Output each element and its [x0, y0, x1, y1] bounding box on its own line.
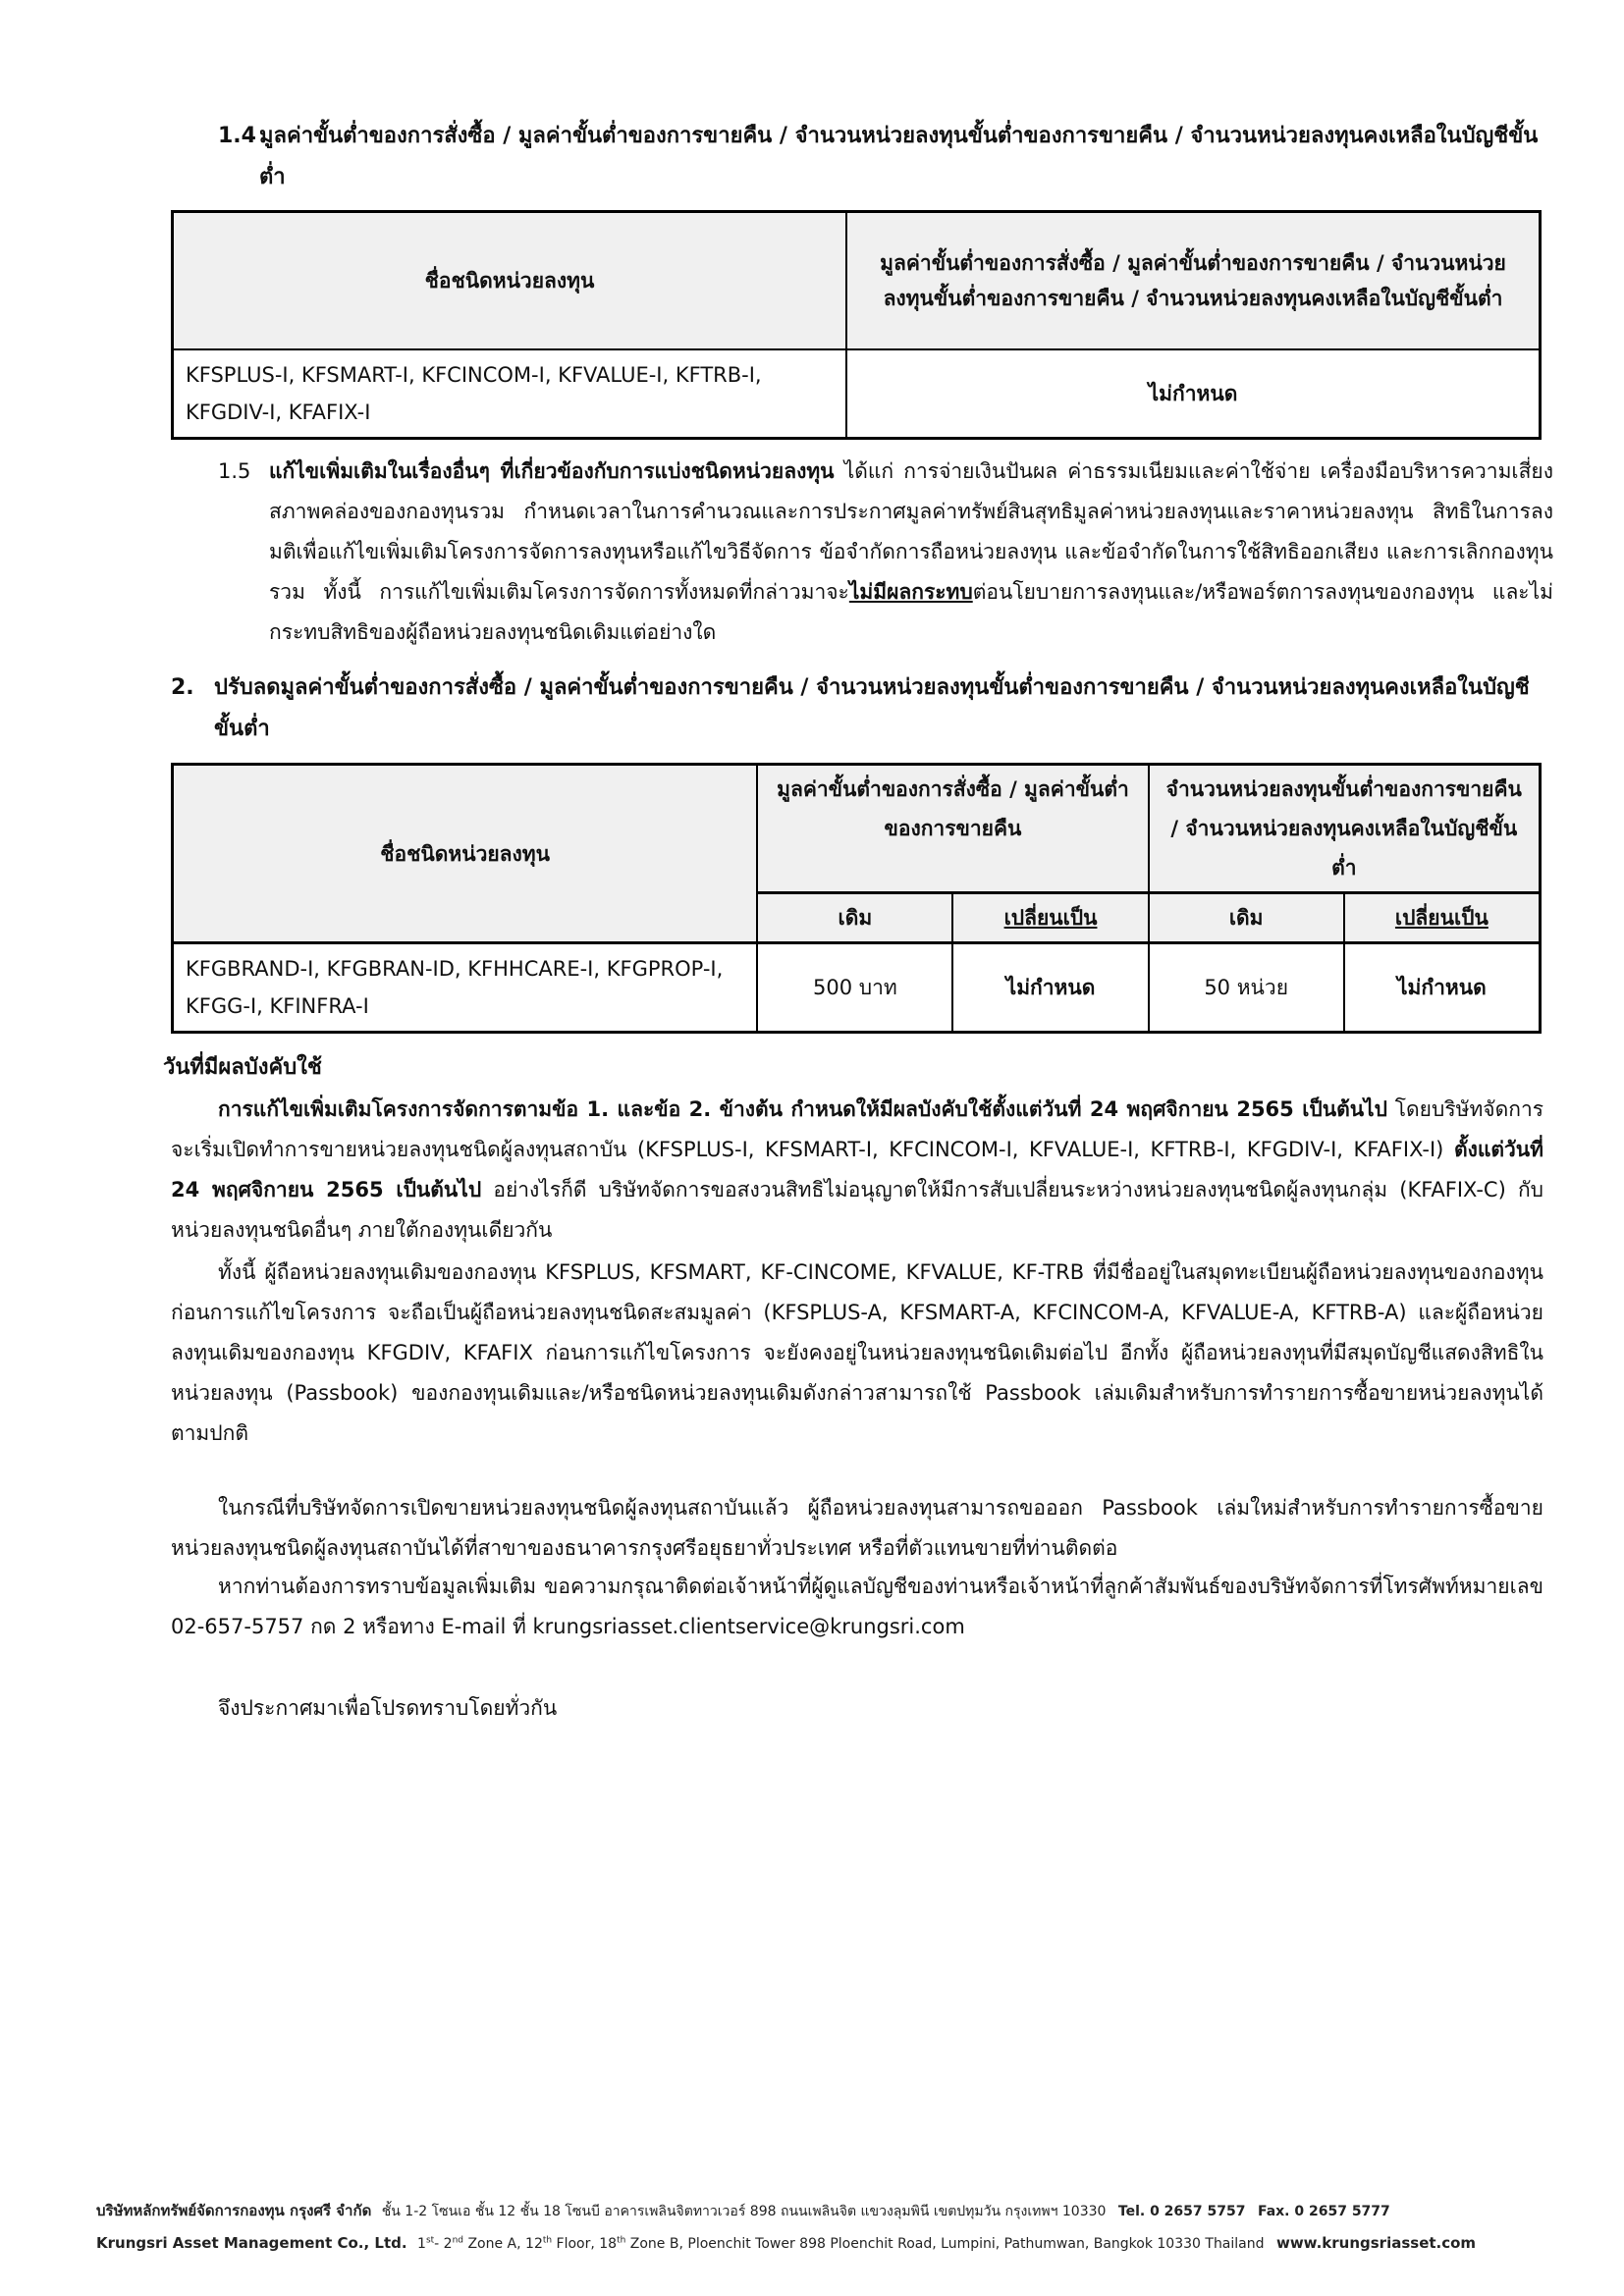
- header-min-value-group: มูลค่าขั้นต่ำของการสั่งซื้อ / มูลค่าขั้นต่ำของการขายคืน: [757, 765, 1148, 893]
- section-number: 1.4: [218, 124, 256, 148]
- addr-part: - 2: [434, 2236, 453, 2252]
- section-1-5-lead: แก้ไขเพิ่มเติมในเรื่องอื่นๆ ที่เกี่ยวข้องกับการแบ่งชนิดหน่วยลงทุน: [269, 459, 835, 483]
- addr-part: Zone A, 12: [463, 2236, 543, 2252]
- effective-date-statement: การแก้ไขเพิ่มเติมโครงการจัดการตามข้อ 1. และข้อ 2. ข้างต้น กำหนดให้มีผลบังคับใช้ตั้งแต่วันที่ 24 พฤศจิกายน 2565 เป็นต้นไป: [218, 1097, 1387, 1121]
- section-title: ปรับลดมูลค่าขั้นต่ำของการสั่งซื้อ / มูลค่าขั้นต่ำของการขายคืน / จำนวนหน่วยลงทุนขั้นต่ำของการขายคืน / จำนวนหน่วยลงทุนคงเหลือในบัญชีขั้นต่ำ: [214, 675, 1530, 741]
- section-number: 2.: [171, 675, 194, 700]
- header-min-values: มูลค่าขั้นต่ำของการสั่งซื้อ / มูลค่าขั้นต่ำของการขายคืน / จำนวนหน่วยลงทุนขั้นต่ำของการขายคืน / จำนวนหน่วยลงทุนคงเหลือในบัญชีขั้นต่ำ: [846, 212, 1541, 350]
- ordinal-sup: st: [425, 2235, 435, 2246]
- effective-paragraph-2: ทั้งนี้ ผู้ถือหน่วยลงทุนเดิมของกองทุน KFSPLUS, KFSMART, KF-CINCOME, KFVALUE, KF-TRB ที่มีชื่ออยู่ในสมุดทะเบียนผู้ถือหน่วยลงทุนของกองทุนก่อนการแก้ไขโครงการ จะถือเป็นผู้ถือหน่วยลงทุนชนิดสะสมมูลค่า (KFSPLUS-A, KFSMART-A, KFCINCOM-A, KFVALUE-A, KFTRB-A) และผู้ถือหน่วยลงทุนเดิมของกองทุน KFGDIV, KFAFIX ก่อนการแก้ไขโครงการ จะยังคงอยู่ในหน่วยลงทุนชนิดเดิมต่อไป อีกทั้ง ผู้ถือหน่วยลงทุนที่มีสมุดบัญชีแสดงสิทธิในหน่วยลงทุน (Passbook) ของกองทุนเดิมและ/หรือชนิดหน่วยลงทุนเดิมดังกล่าวสามารถใช้ Passbook เล่มเดิมสำหรับการทำรายการซื้อขายหน่วยลงทุนได้ตามปกติ: [171, 1260, 1543, 1445]
- section-1-5: [218, 452, 1553, 653]
- section-title: มูลค่าขั้นต่ำของการสั่งซื้อ / มูลค่าขั้นต่ำของการขายคืน / จำนวนหน่วยลงทุนขั้นต่ำของการขายคืน / จำนวนหน่วยลงทุนคงเหลือในบัญชีขั้นต่ำ: [259, 124, 1539, 189]
- cell-units-new: ไม่กำหนด: [1344, 943, 1541, 1033]
- contact-paragraph: หากท่านต้องการทราบข้อมูลเพิ่มเติม ขอความกรุณาติดต่อเจ้าหน้าที่ผู้ดูแลบัญชีของท่านหรือเจ้าหน้าที่ลูกค้าสัมพันธ์ของบริษัทจัดการที่โทรศัพท์หมายเลข 02-657-5757 กด 2 หรือทาง E-mail ที่ krungsriasset.clientservice@krungsri.com: [171, 1575, 1543, 1638]
- effective-paragraph-3: ในกรณีที่บริษัทจัดการเปิดขายหน่วยลงทุนชนิดผู้ลงทุนสถาบันแล้ว ผู้ถือหน่วยลงทุนสามารถขอออก Passbook เล่มใหม่สำหรับการทำรายการซื้อขายหน่วยลงทุนชนิดผู้ลงทุนสถาบันได้ที่สาขาของธนาคารกรุงศรีอยุธยาทั่วประเทศ หรือที่ตัวแทนขายที่ท่านติดต่อ: [171, 1496, 1543, 1560]
- no-impact-emphasis: ไม่มีผลกระทบ: [848, 580, 973, 604]
- ordinal-sup: th: [542, 2235, 553, 2246]
- table-header-row: [173, 765, 1541, 893]
- ordinal-sup: th: [617, 2235, 626, 2246]
- table-row: [173, 943, 1541, 1033]
- section-1-5-body: [269, 452, 1553, 653]
- header-unit-class: ชื่อชนิดหน่วยลงทุน: [173, 765, 758, 943]
- cell-units-old: 50 หน่วย: [1149, 943, 1344, 1033]
- subheader-old: เดิม: [1149, 893, 1344, 943]
- effective-text-end: อย่างไรก็ดี บริษัทจัดการขอสงวนสิทธิไม่อนุญาตให้มีการสับเปลี่ยนระหว่างหน่วยลงทุนชนิดผู้ลงทุนกลุ่ม (KFAFIX-C) กับหน่วยลงทุนชนิดอื่นๆ ภายใต้กองทุนเดียวกัน: [171, 1178, 1543, 1242]
- section-1-4-heading: [218, 116, 1553, 198]
- cell-unit-classes: KFSPLUS-I, KFSMART-I, KFCINCOM-I, KFVALUE-I, KFTRB-I, KFGDIV-I, KFAFIX-I: [173, 349, 847, 439]
- cell-value-old: 500 บาท: [757, 943, 952, 1033]
- min-values-table-1-4: [171, 210, 1542, 440]
- closing-statement: จึงประกาศมาเพื่อโปรดทราบโดยทั่วกัน: [218, 1696, 558, 1720]
- min-values-table-2: [171, 763, 1542, 1034]
- section-2-heading: [171, 667, 1545, 750]
- footer-fax: Fax. 0 2657 5777: [1257, 2204, 1390, 2219]
- cell-unit-classes: KFGBRAND-I, KFGBRAN-ID, KFHHCARE-I, KFGPROP-I, KFGG-I, KFINFRA-I: [173, 943, 758, 1033]
- footer-english: [96, 2234, 1559, 2252]
- footer-company-th: บริษัทหลักทรัพย์จัดการกองทุน กรุงศรี จำกัด: [96, 2202, 372, 2219]
- section-number: 1.5: [218, 459, 251, 483]
- effective-date-heading: วันที่มีผลบังคับใช้: [163, 1055, 322, 1080]
- subheader-old: เดิม: [757, 893, 952, 943]
- section-1-5-text: ได้แก่ การจ่ายเงินปันผล ค่าธรรมเนียมและค่าใช้จ่าย เครื่องมือบริหารความเสี่ยงสภาพคล่องของกองทุนรวม กำหนดเวลาในการคำนวณและการประกาศมูลค่าทรัพย์สินสุทธิมูลค่าหน่วยลงทุนและราคาหน่วยลงทุน สิทธิในการลงมติเพื่อแก้ไขเพิ่มเติมโครงการจัดการลงทุนหรือแก้ไขวิธีจัดการ ข้อจำกัดการถือหน่วยลงทุน และข้อจำกัดในการใช้สิทธิออกเสียง และการเลิกกองทุนรวม ทั้งนี้ การแก้ไขเพิ่มเติมโครงการจัดการทั้งหมดที่กล่าวมาจะ: [269, 459, 1553, 604]
- addr-part: 1: [417, 2236, 426, 2252]
- effective-date-emphasis: ตั้งแต่วันที่ 24 พฤศจิกายน 2565 เป็นต้นไป: [171, 1138, 1543, 1201]
- footer-company-en: Krungsri Asset Management Co., Ltd.: [96, 2234, 407, 2252]
- footer-thai: [96, 2199, 1559, 2222]
- section-1-5-text-end: ต่อนโยบายการลงทุนและ/หรือพอร์ตการลงทุนของกองทุน และไม่กระทบสิทธิของผู้ถือหน่วยลงทุนชนิดเดิมแต่อย่างใด: [269, 580, 1553, 644]
- table-header-row: [173, 212, 1541, 350]
- effective-text: โดยบริษัทจัดการจะเริ่มเปิดทำการขายหน่วยลงทุนชนิดผู้ลงทุนสถาบัน (KFSPLUS-I, KFSMART-I, KFCINCOM-I, KFVALUE-I, KFTRB-I, KFGDIV-I, KFAFIX-I): [171, 1097, 1544, 1161]
- footer-website-link[interactable]: www.krungsriasset.com: [1275, 2234, 1477, 2252]
- addr-part: Floor, 18: [552, 2236, 618, 2252]
- header-unit-class: ชื่อชนิดหน่วยลงทุน: [173, 212, 847, 350]
- cell-value-new: ไม่กำหนด: [952, 943, 1148, 1033]
- ordinal-sup: nd: [452, 2235, 464, 2246]
- cell-value: ไม่กำหนด: [846, 349, 1541, 439]
- header-min-units-group: จำนวนหน่วยลงทุนขั้นต่ำของการขายคืน / จำนวนหน่วยลงทุนคงเหลือในบัญชีขั้นต่ำ: [1149, 765, 1541, 893]
- footer-address-en: [417, 2236, 1264, 2252]
- table-row: [173, 349, 1541, 439]
- subheader-new: เปลี่ยนเป็น: [1344, 893, 1541, 943]
- subheader-new: เปลี่ยนเป็น: [952, 893, 1148, 943]
- footer-tel: Tel. 0 2657 5757: [1117, 2204, 1246, 2219]
- footer-address-th: ชั้น 1-2 โซนเอ ชั้น 12 ชั้น 18 โซนบี อาคารเพลินจิตทาวเวอร์ 898 ถนนเพลินจิต แขวงลุมพินี เขตปทุมวัน กรุงเทพฯ 10330: [381, 2204, 1107, 2219]
- addr-part: Zone B, Ploenchit Tower 898 Ploenchit Road, Lumpini, Pathumwan, Bangkok 10330 Thailand: [625, 2236, 1265, 2252]
- effective-paragraph-1: [171, 1090, 1543, 1251]
